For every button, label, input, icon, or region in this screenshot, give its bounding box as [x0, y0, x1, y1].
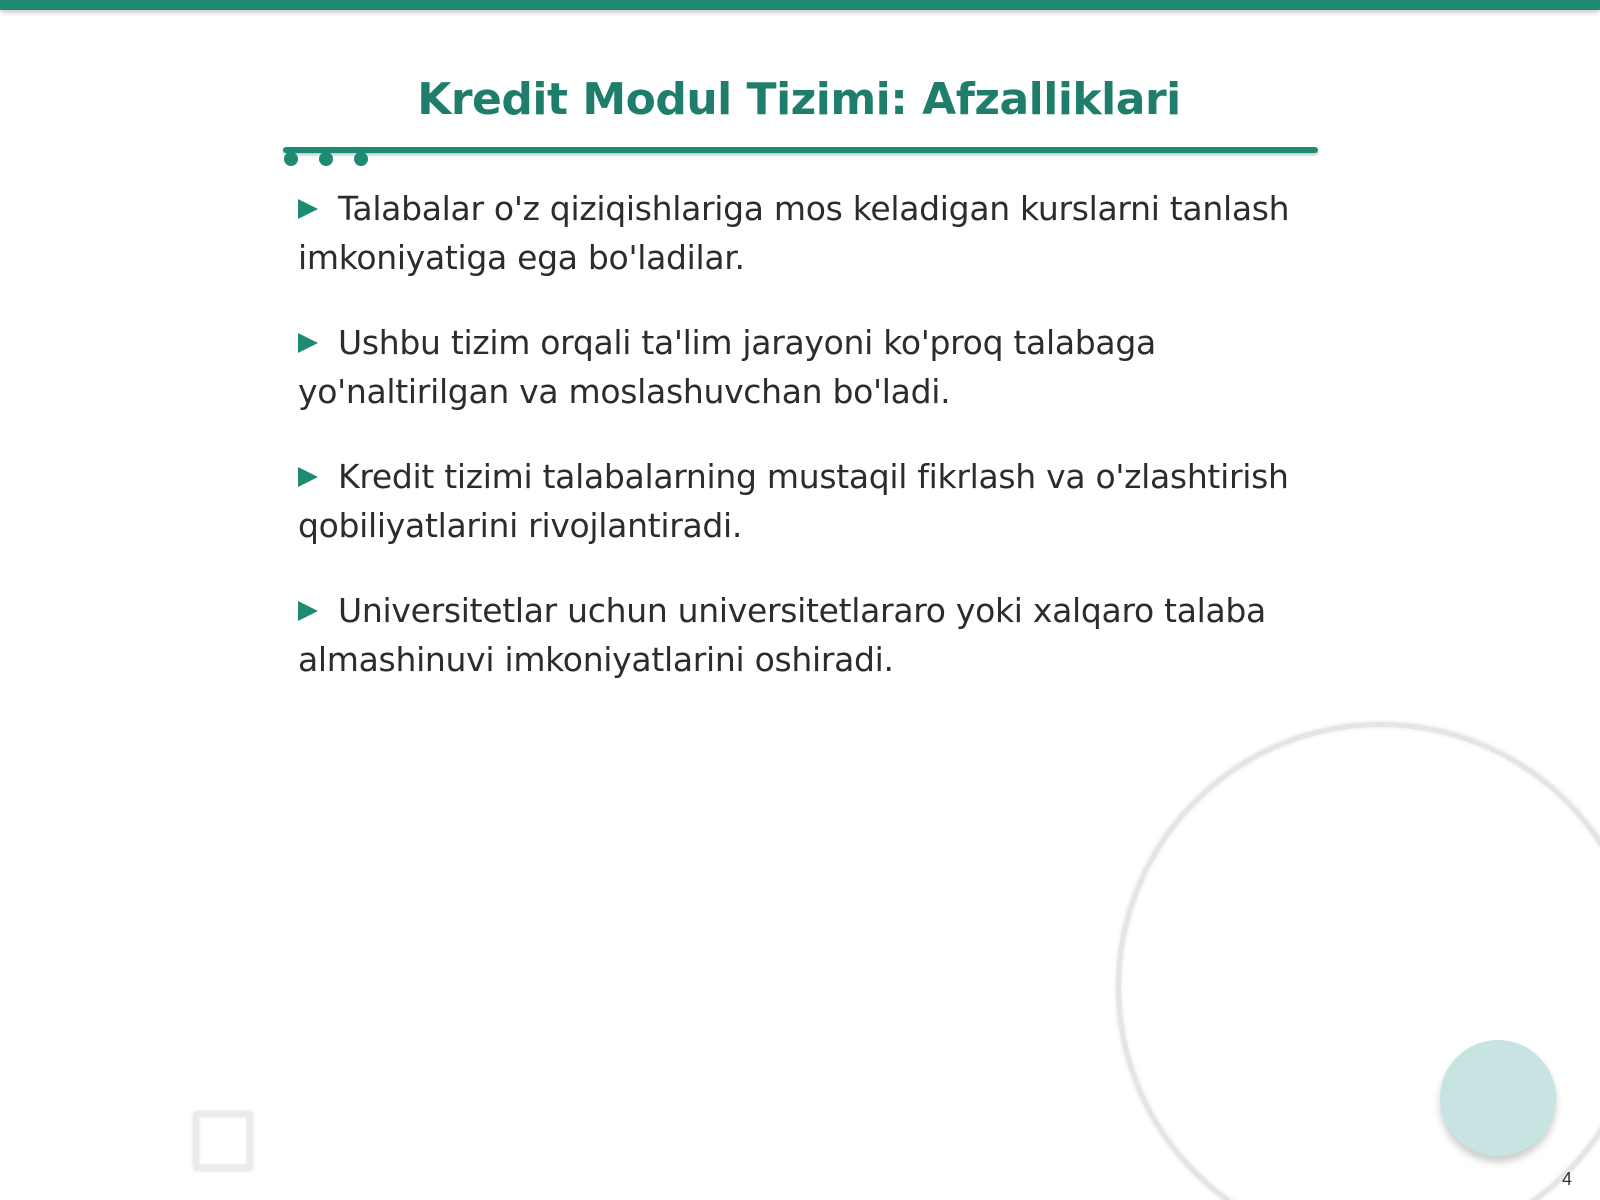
- title-underline: [283, 147, 1318, 153]
- decorative-dot: [319, 152, 333, 166]
- bullet-item: [298, 184, 1308, 282]
- decorative-circle: [1440, 1040, 1556, 1156]
- triangle-right-icon: [298, 467, 318, 487]
- bullet-text: Talabalar o'z qiziqishlariga mos keladigan kurslarni tanlash imkoniyatiga ega bo'ladilar.: [298, 189, 1290, 277]
- decorative-dot: [284, 152, 298, 166]
- triangle-right-icon: [298, 199, 318, 219]
- bullet-item: [298, 586, 1308, 684]
- bullet-item: [298, 318, 1308, 416]
- page-number: 4: [1561, 1169, 1572, 1189]
- slide-title: Kredit Modul Tizimi: Afzalliklari: [417, 74, 1181, 125]
- bullet-list: [298, 184, 1308, 720]
- top-accent-bar: [0, 0, 1600, 10]
- bullet-text: Universitetlar uchun universitetlararo yoki xalqaro talaba almashinuvi imkoniyatlarini oshiradi.: [298, 591, 1266, 679]
- triangle-right-icon: [298, 601, 318, 621]
- triangle-right-icon: [298, 333, 318, 353]
- bullet-text: Kredit tizimi talabalarning mustaqil fikrlash va o'zlashtirish qobiliyatlarini rivojlantiradi.: [298, 457, 1289, 545]
- decorative-square: [194, 1112, 252, 1170]
- decorative-dot: [354, 152, 368, 166]
- bullet-text: Ushbu tizim orqali ta'lim jarayoni ko'proq talabaga yo'naltirilgan va moslashuvchan bo'ladi.: [298, 323, 1156, 411]
- bullet-item: [298, 452, 1308, 550]
